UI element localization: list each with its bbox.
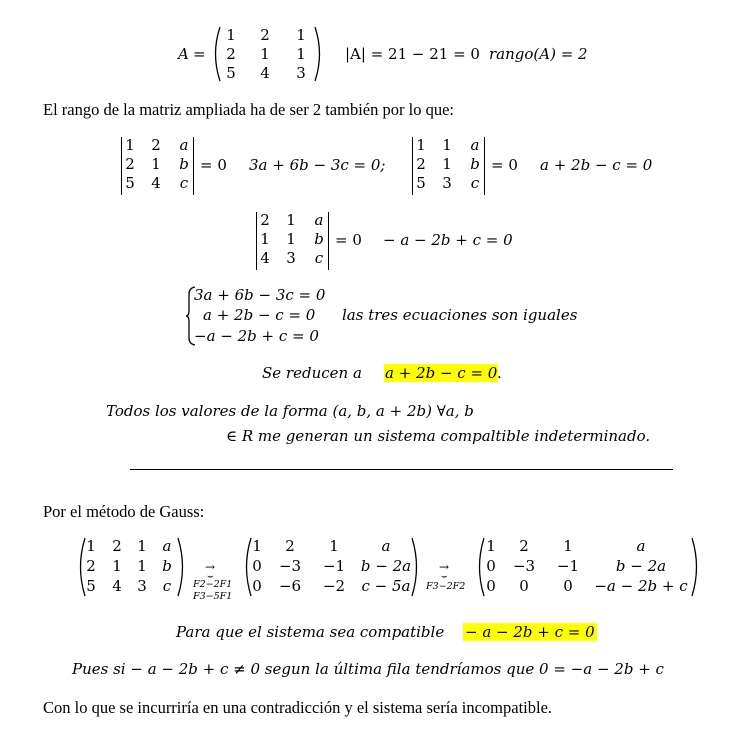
system-equation-2: a + 2b − c = 0: [203, 306, 316, 324]
matrix-cell: a: [636, 537, 646, 555]
det-cell: 4: [151, 174, 161, 192]
matrix-cell: 0: [563, 577, 573, 595]
det-bar-right: [484, 137, 485, 195]
matrix-cell: 0: [252, 557, 262, 575]
matrix-cell: 1: [563, 537, 573, 555]
rank-intro-text: El rango de la matriz ampliada ha de ser 2 también por lo que:: [43, 100, 454, 119]
rank-expression: rango(A) = 2: [489, 45, 588, 63]
matrix-cell: 0: [486, 577, 496, 595]
contradiction-explanation: Pues si − a − 2b + c ≠ 0 segun la última fila tendríamos que 0 = −a − 2b + c: [72, 660, 664, 678]
det-cell: 1: [416, 136, 426, 154]
matrix-a-label: A: [178, 45, 189, 63]
matrix-cell: 0: [519, 577, 529, 595]
left-paren-icon: [210, 26, 222, 82]
det2-equals: = 0: [491, 156, 518, 174]
det-cell: 5: [416, 174, 426, 192]
det-cell: 3: [286, 249, 296, 267]
det-cell: b: [470, 155, 480, 173]
matrix-cell: 2: [226, 45, 236, 63]
det-cell: a: [179, 136, 189, 154]
matrix-cell: 0: [252, 577, 262, 595]
matrix-cell: −6: [278, 577, 302, 595]
matrix-cell: −1: [556, 557, 580, 575]
under-brace-icon: ⌣: [441, 571, 448, 582]
matrix-cell: 1: [486, 537, 496, 555]
gauss-matrix-2: [250, 537, 420, 597]
system-equation-3: −a − 2b + c = 0: [194, 327, 319, 345]
matrix-cell: 5: [226, 64, 236, 82]
matrix-cell: −2: [322, 577, 346, 595]
matrix-cell: 1: [329, 537, 339, 555]
det-cell: b: [314, 230, 324, 248]
gauss-intro-text: Por el método de Gauss:: [43, 502, 205, 521]
det-cell: 1: [125, 136, 135, 154]
matrix-cell: 2: [260, 26, 270, 44]
matrix-cell: c: [162, 577, 172, 595]
determinant-expression: |A| = 21 − 21 = 0: [345, 45, 480, 63]
arrow-right-icon: →: [205, 560, 216, 574]
det3-equation: − a − 2b + c = 0: [383, 231, 513, 249]
matrix-cell: 1: [296, 26, 306, 44]
det-bar-right: [328, 212, 329, 270]
conclusion-line-2: ∈ R me generan un sistema compaltible indeterminado.: [226, 427, 651, 445]
matrix-cell: 1: [137, 557, 147, 575]
matrix-cell: b: [162, 557, 172, 575]
reduce-suffix: .: [497, 364, 502, 382]
matrix-cell: a: [381, 537, 391, 555]
det-cell: 2: [260, 211, 270, 229]
det-cell: 2: [151, 136, 161, 154]
matrix-cell: a: [162, 537, 172, 555]
determinant-1: [124, 136, 204, 194]
determinant-2: [415, 136, 495, 194]
det-cell: 1: [151, 155, 161, 173]
det-bar-right: [193, 137, 194, 195]
matrix-cell: 1: [296, 45, 306, 63]
gauss-matrix-1: [84, 537, 184, 597]
matrix-cell: −1: [322, 557, 346, 575]
det-cell: c: [179, 174, 189, 192]
matrix-cell: 2: [112, 537, 122, 555]
under-brace-icon: ⌣: [207, 571, 214, 582]
det-cell: 2: [416, 155, 426, 173]
det-cell: 3: [442, 174, 452, 192]
compat-prefix: Para que el sistema sea compatible: [176, 623, 445, 641]
matrix-cell: 1: [137, 537, 147, 555]
matrix-cell: 1: [86, 537, 96, 555]
determinant-3: [259, 211, 339, 269]
matrix-cell: b − 2a: [615, 557, 667, 575]
det-cell: 5: [125, 174, 135, 192]
right-paren-icon: [690, 537, 702, 597]
det-cell: 1: [442, 136, 452, 154]
matrix-cell: 1: [112, 557, 122, 575]
system-note: las tres ecuaciones son iguales: [342, 306, 578, 324]
matrix-cell: 5: [86, 577, 96, 595]
matrix-cell: 1: [226, 26, 236, 44]
reduce-prefix: Se reducen a: [262, 364, 362, 382]
row-operation-1: F2−2F1: [193, 579, 233, 590]
final-conclusion-text: Con lo que se incurriría en una contradicción y el sistema sería incompatible.: [43, 698, 553, 717]
matrix-cell: 4: [112, 577, 122, 595]
det-bar-left: [121, 137, 122, 195]
matrix-cell: −3: [512, 557, 536, 575]
row-operation-3: F3−2F2: [426, 581, 466, 592]
conclusion-line-1: Todos los valores de la forma (a, b, a + 2b) ∀a, b: [106, 402, 474, 420]
det-cell: 1: [286, 230, 296, 248]
right-paren-icon: [313, 26, 325, 82]
matrix-cell: 1: [260, 45, 270, 63]
det2-equation: a + 2b − c = 0: [540, 156, 653, 174]
det-cell: c: [470, 174, 480, 192]
det1-equals: = 0: [200, 156, 227, 174]
compat-equation-highlight: − a − 2b + c = 0: [465, 623, 595, 641]
det-cell: 1: [260, 230, 270, 248]
det-cell: 1: [286, 211, 296, 229]
det-bar-left: [256, 212, 257, 270]
equals-sign: =: [193, 45, 206, 63]
matrix-cell: 2: [519, 537, 529, 555]
matrix-cell: 2: [285, 537, 295, 555]
det-cell: c: [314, 249, 324, 267]
det-bar-left: [412, 137, 413, 195]
det-cell: 1: [442, 155, 452, 173]
matrix-cell: 3: [296, 64, 306, 82]
det-cell: 4: [260, 249, 270, 267]
matrix-cell: 2: [86, 557, 96, 575]
det3-equals: = 0: [335, 231, 362, 249]
matrix-a: [222, 26, 322, 82]
horizontal-divider: [130, 469, 673, 470]
det-cell: a: [314, 211, 324, 229]
row-operation-2: F3−5F1: [193, 591, 233, 602]
matrix-cell: 1: [252, 537, 262, 555]
matrix-cell: −3: [278, 557, 302, 575]
gauss-matrix-3: [484, 537, 694, 597]
right-paren-icon: [176, 537, 188, 597]
matrix-cell: 0: [486, 557, 496, 575]
matrix-cell: 3: [137, 577, 147, 595]
arrow-right-icon: →: [439, 560, 450, 574]
det-cell: b: [179, 155, 189, 173]
matrix-cell: −a − 2b + c: [594, 577, 688, 595]
det1-equation: 3a + 6b − 3c = 0;: [249, 156, 386, 174]
reduced-equation-highlight: a + 2b − c = 0: [385, 364, 498, 382]
right-paren-icon: [410, 537, 422, 597]
det-cell: 2: [125, 155, 135, 173]
matrix-cell: b − 2a: [360, 557, 412, 575]
system-equation-1: 3a + 6b − 3c = 0: [194, 286, 326, 304]
det-cell: a: [470, 136, 480, 154]
matrix-cell: 4: [260, 64, 270, 82]
matrix-cell: c − 5a: [361, 577, 411, 595]
